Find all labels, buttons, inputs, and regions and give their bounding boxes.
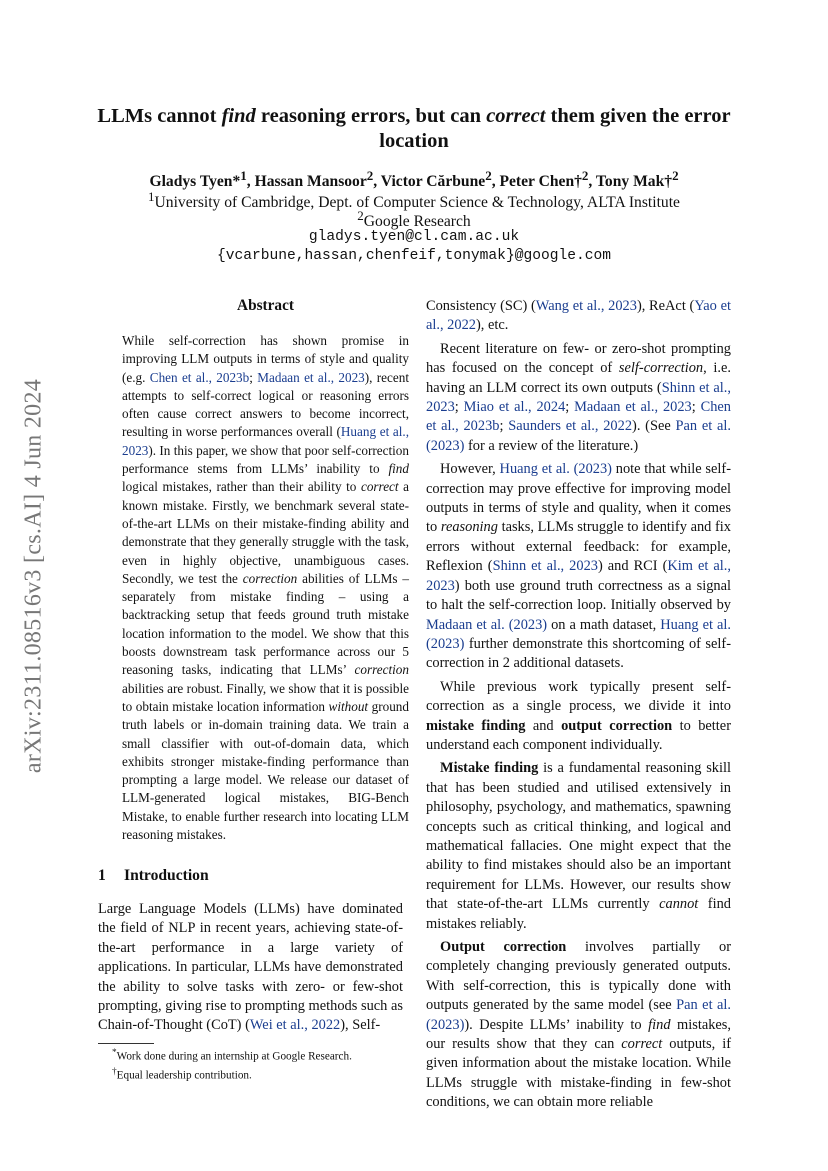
- section-title: Introduction: [124, 867, 209, 884]
- intro-paragraph-output-correction: Output correction involves partially or completely changing previously generated outputs. With self-correction, this is typically done with outputs generated by the same model (see Pan et al. (2023)). Despite LLMs’ inability to find mistakes, our results show that they can correct outputs, if given information about the mistake location. While LLMs struggle with mistake-finding in few-shot conditions, we can obtain more reliable: [426, 939, 731, 1111]
- paper-title: LLMs cannot find reasoning errors, but can correct them given the error location: [97, 105, 731, 152]
- intro-right-column: [426, 297, 731, 1117]
- abstract-heading: Abstract: [237, 297, 294, 314]
- citation-link[interactable]: Pan et al. (2023): [426, 997, 731, 1033]
- citation-link[interactable]: Shinn et al., 2023: [492, 558, 598, 575]
- email-secondary[interactable]: {vcarbune,hassan,chenfeif,tonymak}@google.com: [216, 248, 612, 264]
- citation-link[interactable]: Pan et al. (2023): [426, 418, 731, 454]
- citation-link[interactable]: Wang et al., 2023: [535, 298, 637, 314]
- intro-paragraph-mistake-finding: Mistake finding is a fundamental reasoning skill that has been studied and utilised extensively in philosophy, psychology, and mathematics, spawning concepts such as critical thinking, and logical and mathematical fallacies. One might expect that the ability to find mistakes should also be an important requirement for LLMs. However, our results show that state-of-the-art LLMs currently cannot find mistakes reliably.: [426, 760, 731, 932]
- author-list: Gladys Tyen*$^1$, Hassan Mansoor$^2$, Victor Cărbune$^2$, Peter Chen†$^2$, Tony Mak†$^2$: [149, 168, 679, 191]
- citation-link[interactable]: Huang et al. (2023): [499, 461, 612, 478]
- citation-link[interactable]: Shinn et al., 2023: [426, 379, 731, 416]
- footnote-internship: *Work done during an internship at Google Research.: [112, 1048, 352, 1063]
- intro-paragraph-self-correction: Recent literature on few- or zero-shot prompting has focused on the concept of self-correction, i.e. having an LLM correct its own outputs (Shinn et al., 2023; Miao et al., 2024; Madaan et al., 2023; Chen et al., 2023b; Saunders et al., 2022). (See Pan et al. (2023) for a review of the literature.): [426, 340, 731, 454]
- arxiv-identifier: arXiv:2311.08516v3 [cs.AI] 4 Jun 2024: [20, 378, 47, 774]
- affiliation-cambridge: $^1$University of Cambridge, Dept. of Computer Science & Technology, ALTA Institute: [148, 189, 680, 212]
- citation-link[interactable]: Chen et al., 2023b: [149, 369, 250, 385]
- arxiv-sidebar: [14, 256, 54, 896]
- citation-link[interactable]: Madaan et al., 2023: [574, 399, 692, 416]
- citation-link[interactable]: Chen et al., 2023b: [426, 399, 731, 435]
- citation-link[interactable]: Kim et al., 2023: [426, 558, 731, 594]
- intro-left-column: [98, 900, 403, 1036]
- affiliation-google: $^2$Google Research: [357, 208, 471, 231]
- citation-link[interactable]: Saunders et al., 2022: [508, 418, 633, 435]
- intro-paragraph-continued: Consistency (SC) (Wang et al., 2023), ReAct (Yao et al., 2022), etc.: [426, 298, 731, 334]
- citation-link[interactable]: Madaan et al., 2023: [257, 369, 365, 385]
- footnote-divider: [98, 1043, 154, 1044]
- intro-paragraph-divide: While previous work typically present self-correction as a single process, we divide it into mistake finding and output correction to better understand each component individually.: [426, 678, 731, 753]
- citation-link[interactable]: Wei et al., 2022: [249, 1017, 341, 1034]
- intro-paragraph-1: Large Language Models (LLMs) have dominated the field of NLP in recent years, achieving state-of-the-art performance in a large variety of applications. In particular, LLMs have demonstrated the ability to solve tasks with zero- or few-shot prompting, giving rise to prompting methods such as Chain-of-Thought (CoT) (Wei et al., 2022), Self-: [98, 901, 403, 1034]
- section-heading-introduction: [98, 867, 209, 885]
- citation-link[interactable]: Madaan et al. (2023): [426, 616, 548, 633]
- citation-link[interactable]: Miao et al., 2024: [463, 399, 566, 416]
- citation-link[interactable]: Huang et al. (2023): [426, 616, 731, 652]
- abstract-body: While self-correction has shown promise in improving LLM outputs in terms of style and quality (e.g. Chen et al., 2023b; Madaan et al., 2023), recent attempts to self-correct logical or reasoning errors often cause correct answers to become incorrect, resulting in worse performances overall (Huang et al., 2023). In this paper, we show that poor self-correction performance stems from LLMs’ inability to find logical mistakes, rather than their ability to correct a known mistake. Firstly, we benchmark several state-of-the-art LLMs on their mistake-finding ability and demonstrate that they generally struggle with the task, even in highly objective, unambiguous cases. Secondly, we test the correction abilities of LLMs – separately from mistake finding – using a backtracking setup that feeds ground truth mistake location information to the model. We show that this boosts downstream task performance across our 5 reasoning tasks, indicating that LLMs’ correction abilities are robust. Finally, we show that it is possible to obtain mistake location information without ground truth labels or in-domain training data. We train a small classifier with out-of-domain data, which exhibits stronger mistake-finding performance than prompting a large model. We release our dataset of LLM-generated logical mistakes, BIG-Bench Mistake, to enable further research into locating LLM reasoning mistakes.: [122, 333, 410, 843]
- citation-link[interactable]: Huang et al., 2023: [122, 424, 409, 458]
- citation-link[interactable]: Yao et al., 2022: [426, 298, 731, 334]
- footnotes: [112, 1046, 412, 1084]
- section-number: 1: [98, 867, 106, 884]
- email-primary[interactable]: gladys.tyen@cl.cam.ac.uk: [308, 229, 520, 245]
- footnote-equal-leadership: †Equal leadership contribution.: [112, 1067, 252, 1082]
- intro-paragraph-huang: However, Huang et al. (2023) note that while self-correction may prove effective for improving model outputs in terms of style and quality, when it comes to reasoning tasks, LLMs struggle to identify and fix errors without external feedback: for example, Reflexion (Shinn et al., 2023) and RCI (Kim et al., 2023) both use ground truth correctness as a signal to halt the self-correction loop. Initially observed by Madaan et al. (2023) on a math dataset, Huang et al. (2023) further demonstrate this shortcoming of self-correction in 2 additional datasets.: [426, 461, 732, 672]
